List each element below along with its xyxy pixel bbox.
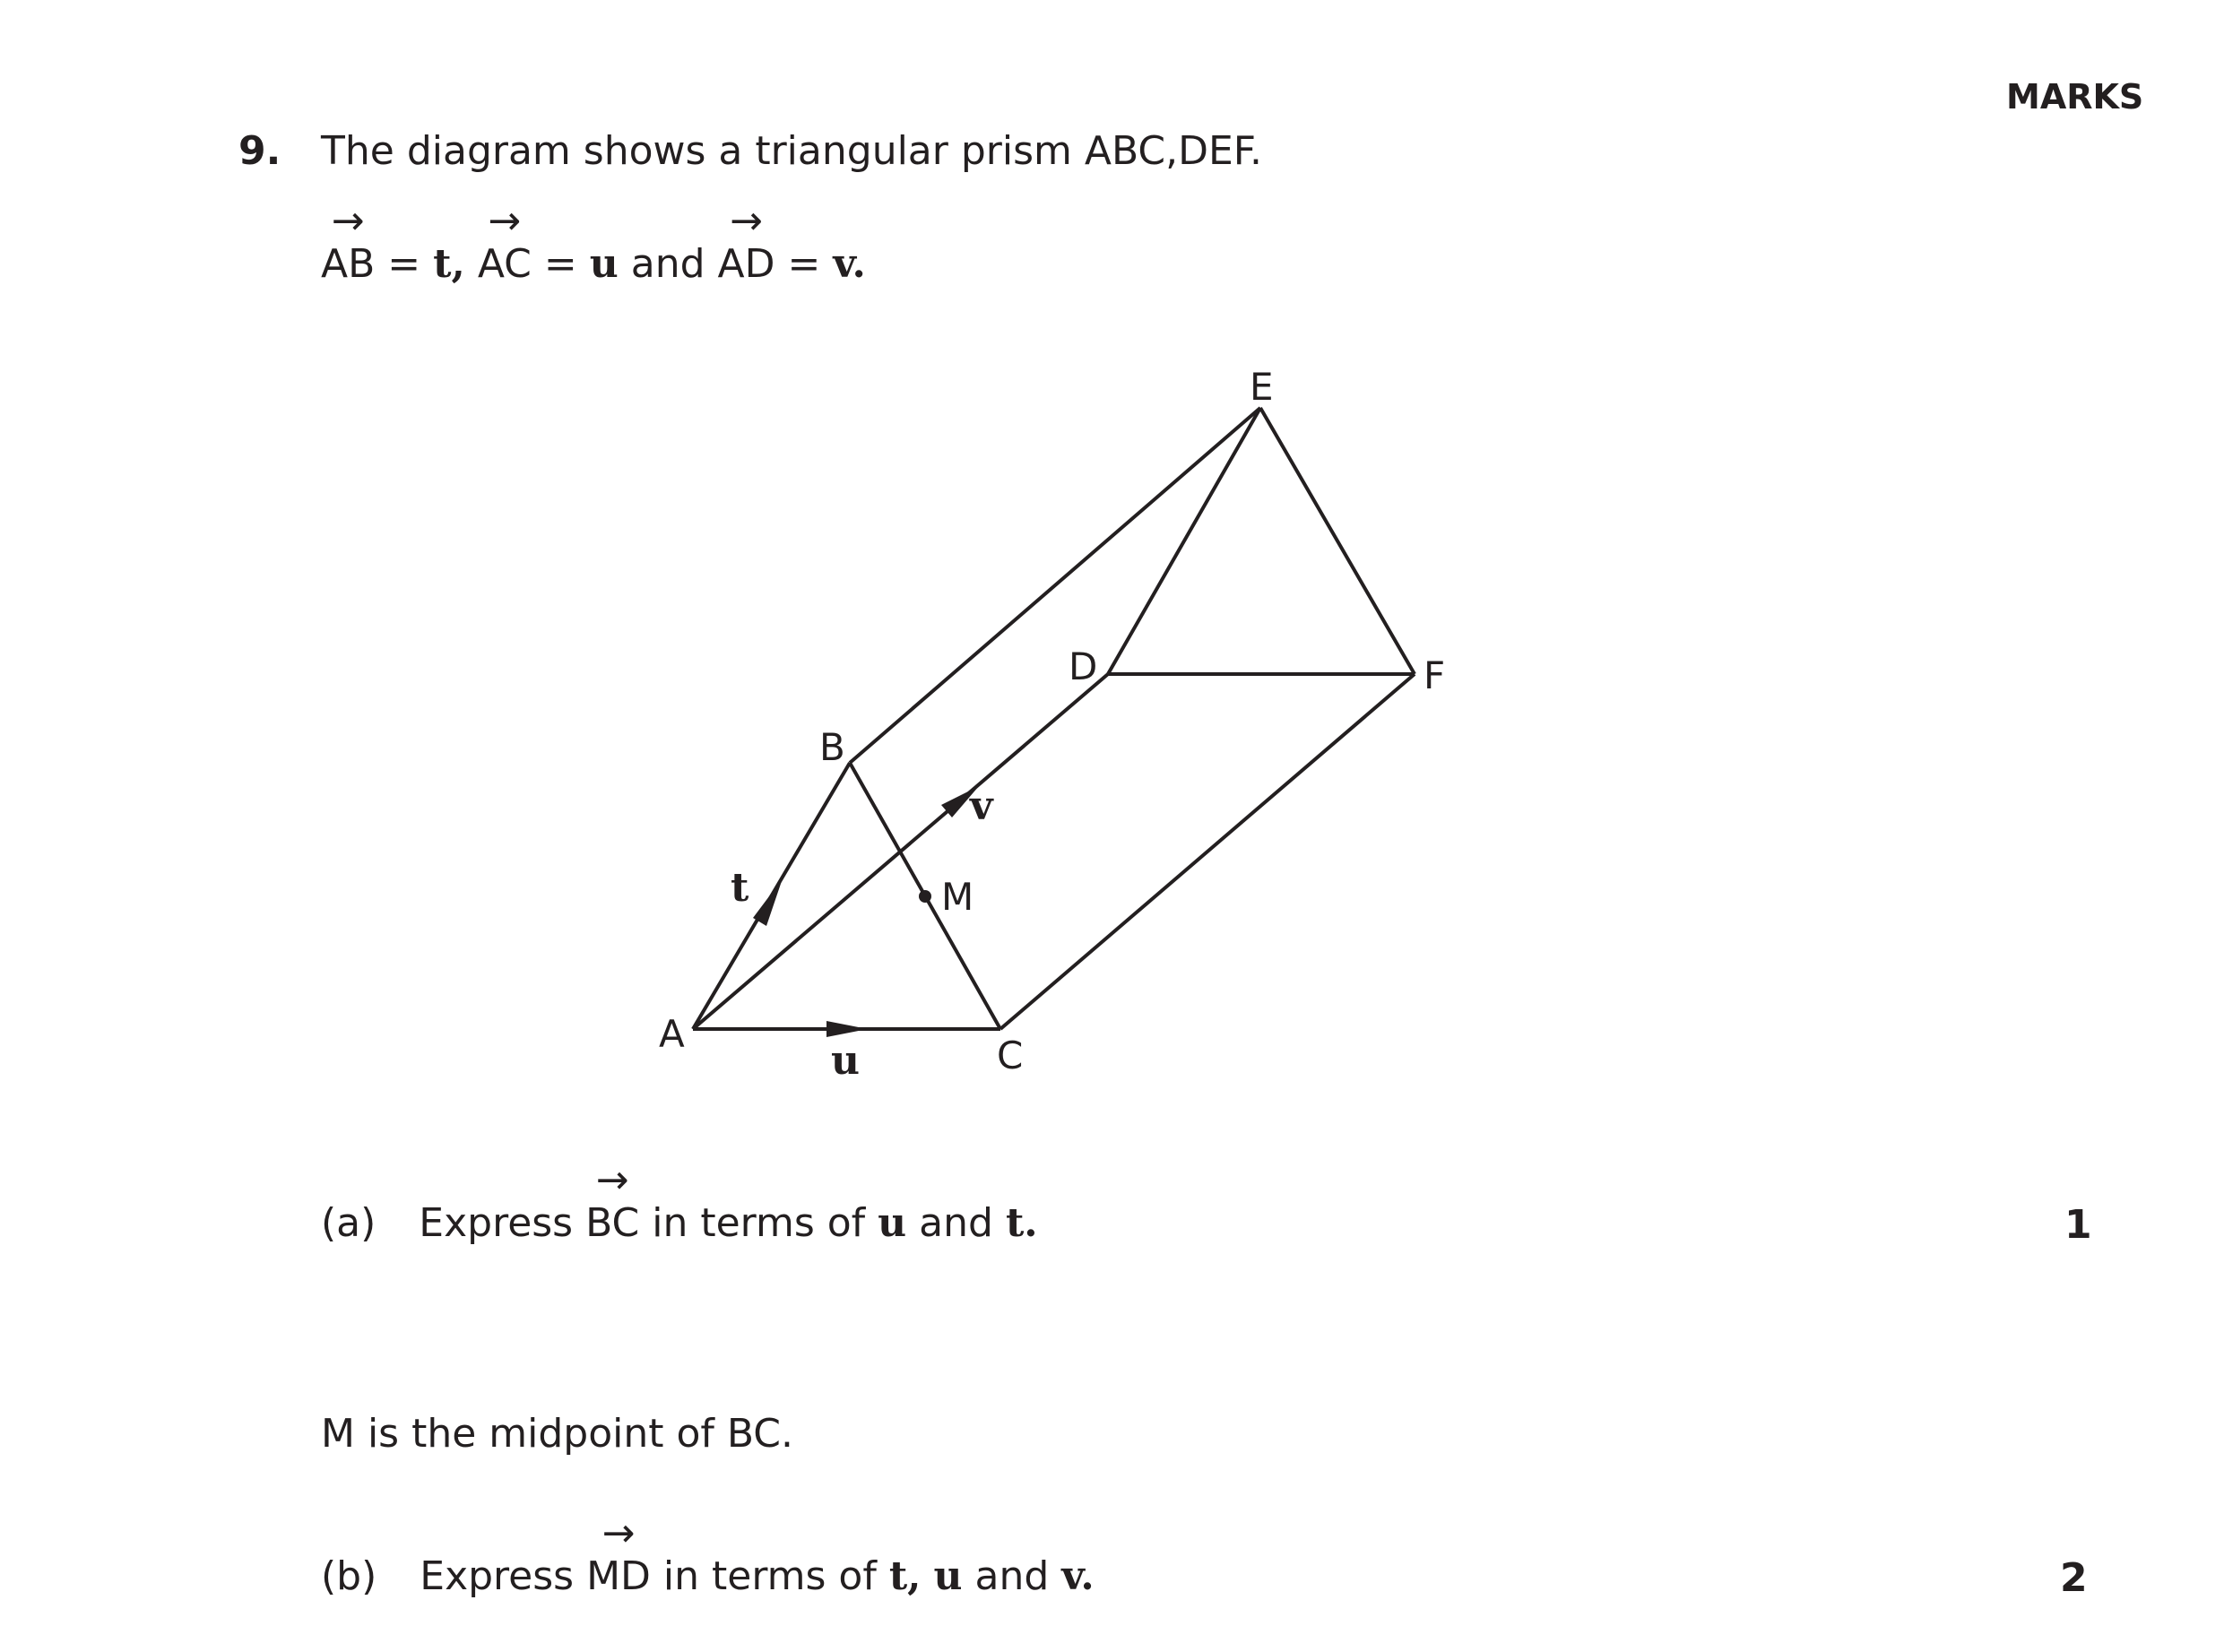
label-point-D: D <box>1069 644 1098 688</box>
vector-t-symbol: t <box>433 241 452 287</box>
midpoint-statement: M is the midpoint of BC. <box>321 1411 794 1457</box>
midpoint-M-dot <box>919 890 931 903</box>
edge-DE <box>1108 408 1260 674</box>
label-point-E: E <box>1250 365 1274 409</box>
vector-AB: → AB <box>321 198 376 287</box>
edge-BE <box>850 408 1260 763</box>
vector-MD: → MD <box>586 1510 651 1599</box>
vector-v-symbol: v <box>833 241 852 287</box>
vector-BC: → BC <box>585 1157 640 1246</box>
label-point-B: B <box>819 725 845 769</box>
vector-arrow-icon: → <box>331 198 365 244</box>
vector-AC: → AC <box>477 198 532 287</box>
vector-arrow-icon: → <box>488 198 522 244</box>
edge-CF <box>1000 674 1415 1029</box>
vector-arrow-icon: → <box>601 1510 636 1556</box>
edge-EF <box>1260 408 1415 674</box>
label-vector-t: t <box>731 865 749 911</box>
part-a-label: (a) <box>321 1200 376 1246</box>
label-point-C: C <box>997 1034 1024 1077</box>
edge-AD <box>693 674 1108 1029</box>
vector-arrow-icon: → <box>595 1157 629 1203</box>
part-b-label: (b) <box>321 1553 377 1599</box>
arrow-t-icon <box>753 878 783 926</box>
vector-AD: → AD <box>717 198 775 287</box>
part-a-marks: 1 <box>2064 1202 2092 1248</box>
marks-column-heading: MARKS <box>2006 77 2144 117</box>
label-vector-v: v <box>970 783 993 829</box>
question-number: 9. <box>238 128 281 174</box>
label-point-M: M <box>941 875 974 919</box>
part-b-marks: 2 <box>2060 1555 2088 1601</box>
part-b-question: (b) Express → MD in terms of t, u and v. <box>321 1510 1095 1599</box>
part-a-question: (a) Express → BC in terms of u and t. <box>321 1157 1038 1246</box>
label-point-F: F <box>1424 653 1446 697</box>
vector-definitions: → AB = t, → AC = u and → AD = v. <box>321 198 866 287</box>
vector-u-symbol: u <box>589 241 619 287</box>
arrow-u-icon <box>826 1021 868 1037</box>
label-point-A: A <box>659 1012 685 1056</box>
question-intro: The diagram shows a triangular prism ABC,DEF. <box>321 128 1262 174</box>
label-vector-u: u <box>831 1038 860 1084</box>
vector-arrow-icon: → <box>730 198 763 244</box>
